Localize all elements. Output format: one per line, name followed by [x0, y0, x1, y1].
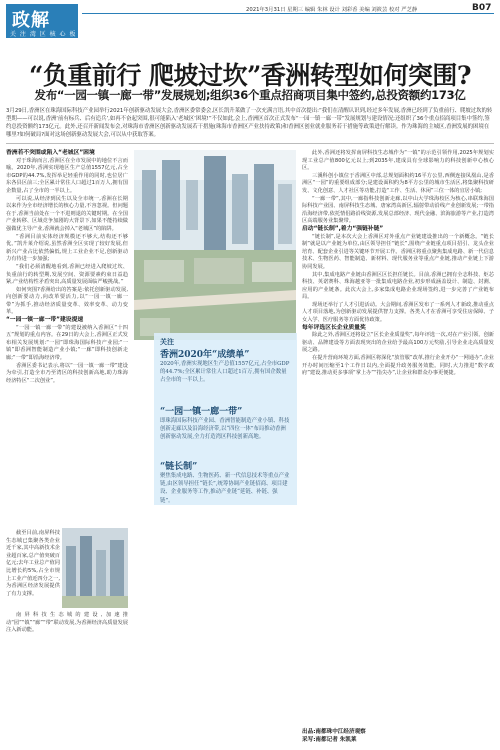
paragraph: 在提升营商环境方面,香洲区将深化“放管服”改革,推行企业开办“一网通办”,企业开办时间压缩至1个工作日以内,全面提升政务服务效能。同时,大力推进“数字政府”建设,推动更多事项“掌上办”“指尖办”,让企业和群众办事更便捷。	[302, 355, 494, 377]
paragraph: “链长制”,是本次大会上香洲区对外重点产业链建设推出的一个新概念。“链长制”就是以产业链为单位,由区领导担任“链长”,围绕产业链重点项目招引、龙头企业培育、配套企业引进等关键环节开展工作。香洲区将重点聚焦集成电路、新一代信息技术、生物医药、智能制造、新材料、现代服务业等重点产业链,推动产业链上下游协同发展。	[302, 233, 494, 270]
paragraph: 可以说,从经济到民生以及全市统一,香洲在长期以来作为全市经济增长的核心力量,不容忽视。但问题在于,香洲当前处在一个不进则退的关键时期。在全国产业转移、区域竞争加剧的大背景下,如果不能持续做强做优主导产业,香洲就会掉入“老城区”的陷阱。	[6, 195, 128, 232]
sidebar-text: 聚焦集成电路、生物医药、新一代信息技术等重点产业链,由区领导担任“链长”,统筹协调产业链招商、项目建设、企业服务等工作,推动产业链“延链、补链、强链”。	[160, 473, 290, 504]
paragraph: 截至目前,南屏科技生态城已集聚各类企业近千家,其中高新技术企业超百家,总产值突破百亿元;去年工业总产值同比增长约5%,占全市规上工业产值近四分之一,为香洲区经济发展提供了有力支撑。	[6, 530, 60, 597]
paragraph: “一园一镇一廊一带”的建设被纳入香洲区“十四五”规划的重点内容。在29日的大会上,香洲区正式发布相关发展规划:“一园”即珠海国际科技产业园;“一镇”即香洲智能制造产业小镇;“一廊”即科技创新走廊;“一带”即沿海经济带。	[6, 324, 128, 362]
section-subtitle: 关 注 湾 区 核 心 板 块	[10, 31, 77, 47]
paragraph: 此外,香洲还将发挥南屏科技生态城作为“一镇”的示范引领作用,2025年规划实现工业总产值800亿元以上;到2035年,建成具有全球影响力的科技创新中心核心区。	[302, 150, 494, 172]
paragraph: “我们必须清醒地看到,香洲已经进入爬坡过坎、负重前行的转型期,发展空间、资源要素约束日益趋紧,产业结构性矛盾突出,高质量发展面临严峻挑战。”	[6, 263, 128, 286]
paragraph: 如何突围?香洲给出的答案是:依托创新驱动发展,向创新要动力,向改革要活力,以“一园一镇一廊一带”为抓手,推动经济质量变革、效率变革、动力变革。	[6, 286, 128, 316]
section-title: 政解	[12, 10, 50, 31]
section-heading: 每年评选区长企业质量奖	[302, 324, 366, 331]
column-left	[6, 150, 128, 385]
paragraph: 香洲区委书记表示,将以“一园一镇一廊一带”建设为牵引,打造全市乃至湾区的科技创新高地,助力珠海经济特区“二次创业”。	[6, 362, 128, 384]
sidebar-kicker: 关注	[160, 337, 174, 346]
header-rule	[82, 13, 494, 14]
paragraph: 其中,集成电路产业链由香洲区区长担任链长。目前,香洲已拥有全志科技、炬芯科技、英诺赛科、珠海越亚等一批集成电路企业,初步形成涵盖设计、制造、封测、应用的产业链条。此次大会上,多家集成电路企业现场签约,进一步完善了产业链布局。	[302, 271, 494, 301]
section-masthead	[6, 4, 78, 47]
section-heading: 香洲若不突围或陷入“老城区”困境	[6, 150, 95, 156]
column-right	[302, 150, 494, 378]
sidebar-heading: 香洲2020年“成绩单”	[160, 350, 250, 360]
page-number: B07	[472, 3, 492, 13]
construction-photo	[62, 528, 128, 608]
paragraph: 三溪科创小镇位于香洲区中部,总规划面积约16平方公里,西侧连接凤凰山,是香洲区“一园”的重要组成部分;是建设面积约为8平方公里的城市生活区,将集聚科技研发、文化创意、人才社区等功能,打造“工作、生活、休闲”三位一体的宜居小镇;	[302, 172, 494, 194]
column-left-tail	[6, 612, 128, 635]
headline: “负重前行 爬坡过坎”香洲转型如何突围?	[28, 61, 472, 90]
construction-photo-image	[62, 528, 128, 608]
byline-reporter: 采写:南都记者 朱凯莱	[302, 737, 357, 743]
section-heading: 启动“链长制”,着力“强链补链”	[302, 225, 384, 232]
column-left-continued	[6, 530, 60, 598]
paragraph: 除此之外,香洲区还将设立“区长企业质量奖”,每年评选一次,对在产业引领、创新驱动、品牌建设等方面表现突出的企业给予最高100万元奖励,引导企业走高质量发展之路。	[302, 332, 494, 354]
sidebar-text: 2020年,香洲实现地区生产总值1557亿元,占全市GDP的44.7%;全区累计常住人口超过1百万,拥有国企数量占全市的一半以上。	[160, 361, 290, 384]
byline-producer: 出品:南都珠中江经济观察	[302, 729, 366, 735]
sidebar-text: 即珠海国际科技产业园、香洲智能制造产业小镇、科技创新走廊以及沿海经济带,以“四位一体”布局推动香洲创新驱动发展,全力打造湾区科技创新高地。	[160, 418, 290, 441]
sidebar-heading: “一园一镇一廊一带”	[160, 407, 243, 417]
divider	[6, 143, 494, 144]
lede-paragraph: 3月29日,香洲区在珠海国际科技产业园举行2021年创新驱动发展大会,香洲区委常委会,区长凯升莱做了一次充满言语,其中首次提出:“我们在清醒认识到,经过多年发展,香洲已经到了负重前行、爬坡过坎的转型期——可以说,香洲‘前有标兵、后有追兵’,如再不奋起突围,很可能陷入‘老城区’困境!”不仅如此,会上,香洲区首次正式发布“一园一镇一廊一带”发展规划与建设情况;还组织了36个重点招商项目集中签约,签约总投资额约173亿元。此外,还召开新闻发布会,对珠海市香洲区创新驱动发展若干措施(珠海市香洲区产业扶持政策)和香洲区创业就业服务若干措施等政策进行解读。作为珠海的主城区,香洲发展的困境在哪里?如何破局?面对这场创新驱动发展大会,可以从中获取答案。	[6, 108, 493, 138]
byline	[302, 728, 494, 744]
subheadline: 发布“一园一镇一廊一带”发展规划;组织36个重点招商项目集中签约,总投资额约173亿	[34, 88, 466, 102]
paragraph: 南屏科技生态城的建设,加速推动“园”“镇”“廊”“带”联动发展,为香洲经济高质量发展注入新动能。	[6, 612, 128, 634]
aerial-photo-image	[134, 150, 296, 340]
paragraph: 现场还举行了人才引进活动。大会期间,香洲区发布了一系列人才新政,推动重点人才项目落地,为创新驱动发展提供智力支撑。各类人才在香洲可享受住房保障、子女入学、医疗服务等方面优待政策。	[302, 301, 494, 324]
sidebar-heading: “链长制”	[160, 462, 198, 472]
aerial-photo	[134, 150, 296, 340]
paragraph: “一廊一带”,其中,一廊指科技创新走廊,以中山大学珠海校区为核心,串联珠海国际科技产业园、南屏科技生态城、唐家湾高新区,辐射带动沿线产业创新发展;一带指沿海经济带,依托情侣路沿线资源,发展总部经济、现代金融、滨海旅游等产业,打造湾区高端服务业集聚带。	[302, 195, 494, 225]
paragraph: 对于珠海而言,香洲区在全市发展中的地位不言而喻。2020年,香洲实现地区生产总值1557亿元,占全市GDP的44.7%,发挥举足轻重作用的同时,也位居广东各县区前三;全区累计常住人口超过1百万人,拥有国企数量,占了全市的一半以上。	[6, 157, 128, 194]
info-sidebar	[154, 333, 297, 505]
paragraph: “香洲目前实体经济规模还不够大,结构还不够优。”凯升莱介绍说,虽然香洲全区实现了较好发展,但新兴产业占比依然偏低,规上工业企业不足,创新驱动力有待进一步加强;	[6, 233, 128, 263]
edition-meta: 2021年3月31日 星期三 编辑 朱林 设计 刘彩香 美编 刘筱芸 校对 严芝静	[246, 7, 418, 13]
section-heading: “一园一镇一廊一带”建设提速	[6, 317, 84, 324]
